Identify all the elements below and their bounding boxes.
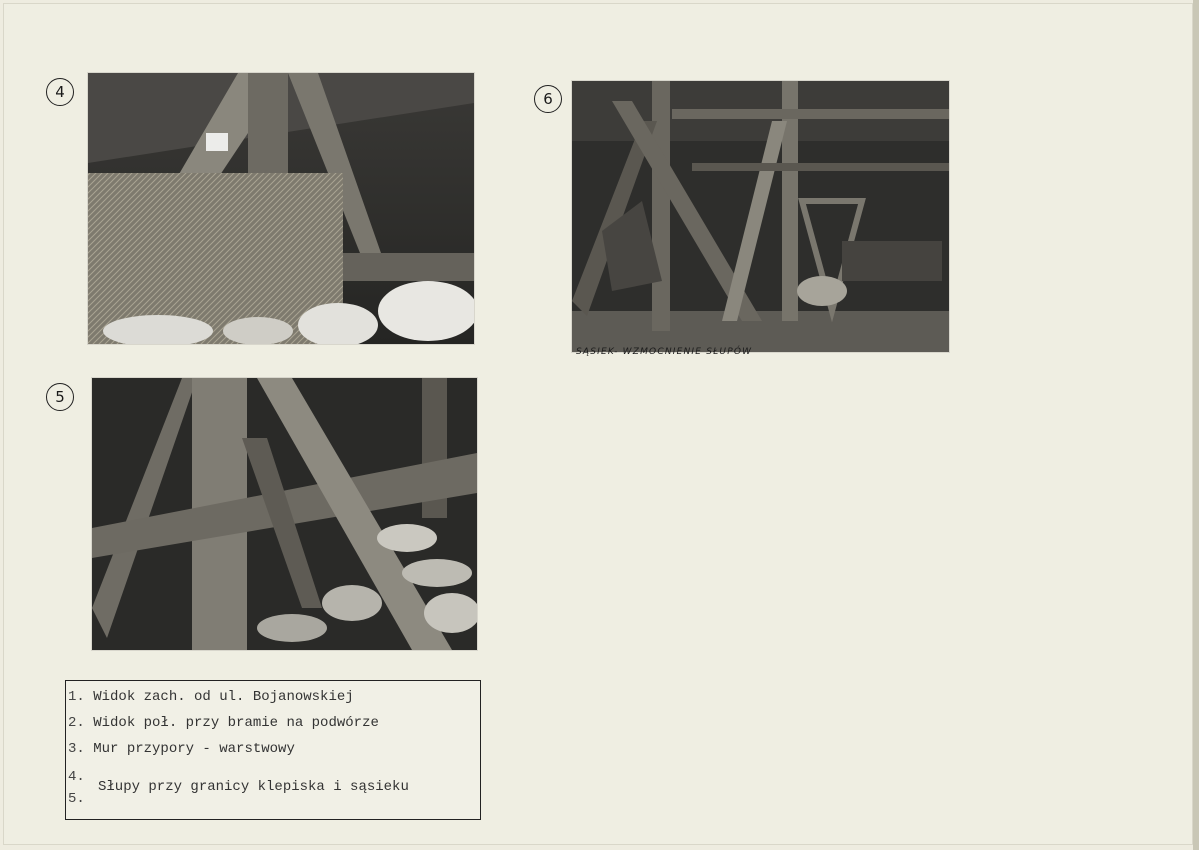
legend-item-3-number: 3. [68, 741, 85, 757]
legend-item-5-number: 5. [68, 791, 85, 807]
photo-number-4-label: 4 [55, 83, 65, 101]
photo-legend-box [65, 680, 481, 820]
photo-number-6-label: 6 [543, 90, 553, 108]
photo-number-5-label: 5 [55, 388, 65, 406]
photo-number-4 [46, 78, 74, 106]
legend-item-5 [68, 791, 85, 807]
photo-4-hay-bales [88, 73, 474, 344]
legend-item-2-number: 2. [68, 715, 85, 731]
legend-item-3-text: Mur przypory - warstwowy [93, 741, 295, 757]
legend-item-1-text: Widok zach. od ul. Bojanowskiej [93, 689, 354, 705]
legend-item-4-number: 4. [68, 769, 85, 785]
photo-6-caption: SĄSIEK- WZMOCNIENIE SŁUPÓW [576, 347, 753, 357]
photo-5-beams-and-sacks [92, 378, 477, 650]
legend-item-1 [68, 689, 354, 705]
legend-item-1-number: 1. [68, 689, 85, 705]
page-edge [1193, 0, 1199, 850]
photo-6-barn-interior [572, 81, 949, 352]
legend-item-3 [68, 741, 295, 757]
photo-number-6 [534, 85, 562, 113]
photo-number-5 [46, 383, 74, 411]
legend-item-2 [68, 715, 379, 731]
legend-item-4 [68, 769, 85, 785]
legend-shared-text: Słupy przy granicy klepiska i sąsieku [98, 779, 409, 795]
legend-item-2-text: Widok poł. przy bramie na podwórze [93, 715, 379, 731]
